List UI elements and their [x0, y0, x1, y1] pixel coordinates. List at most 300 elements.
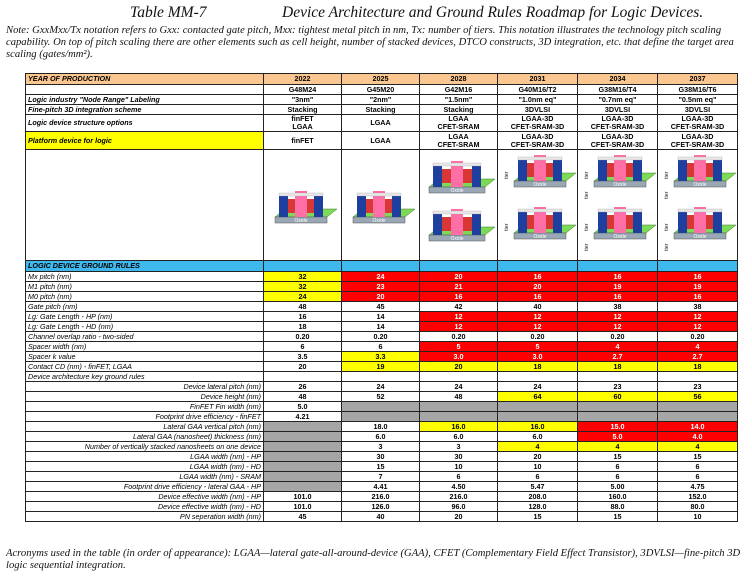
year-cell: 2031 — [498, 74, 578, 85]
rule-value: 15.0 — [578, 422, 658, 432]
rule-value: 14 — [342, 322, 420, 332]
row-label: Fine-pitch 3D integration scheme — [26, 105, 264, 115]
rule-value: 128.0 — [498, 502, 578, 512]
ground-rule-row — [26, 482, 738, 492]
info-cell: "1.0nm eq" — [498, 95, 578, 105]
ground-rule-row — [26, 312, 738, 322]
rule-value: 40 — [342, 512, 420, 522]
rule-value: 4.50 — [420, 482, 498, 492]
section-cell — [420, 261, 498, 272]
info-cell: "0.5nm eq" — [658, 95, 738, 105]
year-cell: 2037 — [658, 74, 738, 85]
info-cell: LGAA-3D CFET-SRAM-3D — [498, 115, 578, 132]
device-structure-icon — [421, 151, 497, 259]
rule-value: 0.20 — [342, 332, 420, 342]
rule-value: 88.0 — [578, 502, 658, 512]
image-row-label — [26, 150, 264, 261]
rule-label: Lg: Gate Length - HP (nm) — [26, 312, 264, 322]
tier-label: tier — [663, 191, 670, 199]
rule-value — [264, 432, 342, 442]
info-cell: G38M16/T6 — [658, 85, 738, 95]
info-cell: G45M20 — [342, 85, 420, 95]
rule-value — [498, 372, 578, 382]
row-label — [26, 85, 264, 95]
tier-label: tier — [663, 223, 670, 231]
rule-value: 7 — [342, 472, 420, 482]
rule-value: 23 — [658, 382, 738, 392]
device-structure-icon — [265, 151, 341, 259]
rule-value: 12 — [578, 322, 658, 332]
section-cell — [658, 261, 738, 272]
rule-value: 20 — [342, 292, 420, 302]
ground-rule-row — [26, 422, 738, 432]
rule-value: 60 — [578, 392, 658, 402]
rule-value: 19 — [658, 282, 738, 292]
rule-value: 3.0 — [498, 352, 578, 362]
rule-value: 4 — [658, 342, 738, 352]
tier-label: tier — [663, 243, 670, 251]
rule-value: 6 — [578, 462, 658, 472]
oxide-label: Oxide — [449, 236, 464, 242]
info-row — [26, 105, 738, 115]
rule-value — [264, 462, 342, 472]
rule-value: 3.5 — [264, 352, 342, 362]
table-title: Device Architecture and Ground Rules Roadmap for Logic Devices. — [282, 4, 704, 21]
rule-value: 12 — [578, 312, 658, 322]
rule-value: 64 — [498, 392, 578, 402]
rule-value: 12 — [658, 312, 738, 322]
rule-value: 15 — [498, 512, 578, 522]
rule-value: 48 — [264, 392, 342, 402]
info-cell: LGAA-3D CFET-SRAM-3D — [498, 132, 578, 150]
info-cell: G40M16/T2 — [498, 85, 578, 95]
rule-value: 16 — [578, 272, 658, 282]
ground-rule-row — [26, 412, 738, 422]
rule-value — [578, 412, 658, 422]
rule-value: 45 — [342, 302, 420, 312]
rule-value: 5.47 — [498, 482, 578, 492]
rule-label: Footprint drive efficiency - lateral GAA - HP — [26, 482, 264, 492]
rule-value: 15 — [342, 462, 420, 472]
rule-value — [420, 402, 498, 412]
rule-value: 15 — [658, 452, 738, 462]
rule-value: 216.0 — [420, 492, 498, 502]
info-cell: LGAA — [342, 132, 420, 150]
section-cell — [578, 261, 658, 272]
rule-label: LGAA width (nm) - HD — [26, 462, 264, 472]
oxide-label: Oxide — [449, 188, 464, 194]
device-structure-icon — [500, 151, 576, 259]
ground-rule-row — [26, 372, 738, 382]
rule-value: 23 — [342, 282, 420, 292]
tier-label: tier — [583, 243, 590, 251]
rule-value: 4.41 — [342, 482, 420, 492]
rule-value: 5 — [420, 342, 498, 352]
year-cell: 2022 — [264, 74, 342, 85]
rule-label: Spacer width (nm) — [26, 342, 264, 352]
device-image-cell — [264, 150, 342, 261]
rule-value: 4 — [578, 442, 658, 452]
rule-value: 2.7 — [658, 352, 738, 362]
rule-value: 23 — [578, 382, 658, 392]
row-label: Logic device structure options — [26, 115, 264, 132]
rule-label: LGAA width (nm) - SRAM — [26, 472, 264, 482]
rule-value: 10 — [498, 462, 578, 472]
rule-value: 80.0 — [658, 502, 738, 512]
rule-value: 14.0 — [658, 422, 738, 432]
year-label: YEAR OF PRODUCTION — [26, 74, 264, 85]
rule-value: 5.0 — [264, 402, 342, 412]
ground-rule-row — [26, 462, 738, 472]
rule-label: M1 pitch (nm) — [26, 282, 264, 292]
rule-value: 4.21 — [264, 412, 342, 422]
rule-value: 40 — [498, 302, 578, 312]
oxide-label: Oxide — [612, 182, 627, 188]
transistor-icon — [594, 155, 656, 188]
ground-rule-row — [26, 452, 738, 462]
rule-value: 16 — [658, 272, 738, 282]
rule-label: Number of vertically stacked nanosheets on one device — [26, 442, 264, 452]
roadmap-table — [25, 73, 738, 522]
rule-value: 6 — [498, 472, 578, 482]
rule-label: Lg: Gate Length - HD (nm) — [26, 322, 264, 332]
rule-value — [498, 412, 578, 422]
rule-label: Channel overlap ratio - two-sided — [26, 332, 264, 342]
rule-value: 20 — [420, 512, 498, 522]
rule-value: 216.0 — [342, 492, 420, 502]
oxide-label: Oxide — [692, 234, 707, 240]
rule-value: 24 — [498, 382, 578, 392]
tier-label: tier — [663, 171, 670, 179]
rule-value: 16 — [578, 292, 658, 302]
ground-rule-row — [26, 382, 738, 392]
rule-label: Lateral GAA (nanosheet) thickness (nm) — [26, 432, 264, 442]
info-cell: LGAA CFET-SRAM — [420, 115, 498, 132]
rule-value: 16.0 — [498, 422, 578, 432]
rule-value: 15 — [578, 452, 658, 462]
rule-value: 38 — [578, 302, 658, 312]
rule-value: 0.20 — [420, 332, 498, 342]
page-header — [0, 0, 752, 72]
rule-value: 14 — [342, 312, 420, 322]
info-cell: LGAA-3D CFET-SRAM-3D — [658, 115, 738, 132]
transistor-icon — [674, 155, 736, 188]
info-cell: LGAA — [342, 115, 420, 132]
info-cell: G38M16/T4 — [578, 85, 658, 95]
rule-label: Device architecture key ground rules — [26, 372, 264, 382]
year-row — [26, 74, 738, 85]
rule-value: 30 — [420, 452, 498, 462]
rule-value: 3.3 — [342, 352, 420, 362]
rule-label: Contact CD (nm) - finFET, LGAA — [26, 362, 264, 372]
acronyms-footer: Acronyms used in the table (in order of appearance): LGAA—lateral gate-all-around-device (GAA), CFET (Complementary Field Effect Transistor), 3DVLSI—fine-pitch 3D logic sequential integration. — [6, 548, 741, 571]
transistor-icon — [594, 207, 656, 240]
info-cell: G48M24 — [264, 85, 342, 95]
rule-value: 126.0 — [342, 502, 420, 512]
rule-value — [264, 372, 342, 382]
row-label: Platform device for logic — [26, 132, 264, 150]
rule-label: LGAA width (nm) - HP — [26, 452, 264, 462]
info-cell: "1.5nm" — [420, 95, 498, 105]
rule-value: 5.00 — [578, 482, 658, 492]
ground-rule-row — [26, 492, 738, 502]
rule-value: 20 — [420, 362, 498, 372]
rule-label: FinFET Fin width (nm) — [26, 402, 264, 412]
info-cell: LGAA-3D CFET-SRAM-3D — [578, 115, 658, 132]
transistor-icon — [674, 207, 736, 240]
rule-value: 42 — [420, 302, 498, 312]
rule-value: 4.0 — [658, 432, 738, 442]
tier-label: tier — [583, 223, 590, 231]
info-cell: LGAA CFET-SRAM — [420, 132, 498, 150]
rule-value: 5 — [498, 342, 578, 352]
rule-value: 12 — [498, 322, 578, 332]
rule-value — [420, 372, 498, 382]
rule-value: 16.0 — [420, 422, 498, 432]
rule-value: 6 — [420, 472, 498, 482]
rule-value: 52 — [342, 392, 420, 402]
transistor-icon — [275, 191, 337, 224]
ground-rule-row — [26, 392, 738, 402]
rule-value — [264, 422, 342, 432]
rule-label: Device effective width (nm) - HP — [26, 492, 264, 502]
rule-value: 3 — [342, 442, 420, 452]
table-id: Table MM-7 — [130, 4, 207, 21]
rule-value: 3 — [420, 442, 498, 452]
ground-rule-row — [26, 402, 738, 412]
info-cell: finFET — [264, 132, 342, 150]
transistor-icon — [429, 161, 495, 194]
info-cell: "2nm" — [342, 95, 420, 105]
rule-value — [658, 412, 738, 422]
info-cell: 3DVLSI — [498, 105, 578, 115]
year-cell: 2028 — [420, 74, 498, 85]
rule-value: 12 — [498, 312, 578, 322]
section-cell — [264, 261, 342, 272]
rule-value: 16 — [420, 292, 498, 302]
rule-value: 18 — [658, 362, 738, 372]
rule-value: 48 — [420, 392, 498, 402]
ground-rule-row — [26, 322, 738, 332]
rule-value: 6 — [578, 472, 658, 482]
rule-value — [578, 372, 658, 382]
rule-value: 208.0 — [498, 492, 578, 502]
ground-rule-row — [26, 342, 738, 352]
rule-value: 6.0 — [420, 432, 498, 442]
rule-value — [658, 372, 738, 382]
rule-label: Mx pitch (nm) — [26, 272, 264, 282]
rule-value: 10 — [420, 462, 498, 472]
oxide-label: Oxide — [532, 234, 547, 240]
info-cell: Stacking — [342, 105, 420, 115]
info-cell: Stacking — [420, 105, 498, 115]
rule-value: 6 — [264, 342, 342, 352]
info-cell: "0.7nm eq" — [578, 95, 658, 105]
device-structure-icon — [660, 151, 736, 259]
rule-value: 4 — [498, 442, 578, 452]
ground-rule-row — [26, 502, 738, 512]
info-cell: finFET LGAA — [264, 115, 342, 132]
info-row — [26, 85, 738, 95]
rule-value: 20 — [498, 452, 578, 462]
rule-value — [578, 402, 658, 412]
transistor-icon — [353, 191, 415, 224]
rule-value: 56 — [658, 392, 738, 402]
ground-rule-row — [26, 442, 738, 452]
device-image-row — [26, 150, 738, 261]
rule-value: 21 — [420, 282, 498, 292]
row-label: Logic industry "Node Range" Labeling — [26, 95, 264, 105]
rule-value: 48 — [264, 302, 342, 312]
info-cell: 3DVLSI — [658, 105, 738, 115]
rule-label: PN seperation width (nm) — [26, 512, 264, 522]
rule-value: 16 — [498, 272, 578, 282]
ground-rule-row — [26, 362, 738, 372]
year-cell: 2034 — [578, 74, 658, 85]
rule-value: 160.0 — [578, 492, 658, 502]
rule-value — [658, 402, 738, 412]
section-cell — [342, 261, 420, 272]
rule-value: 20 — [420, 272, 498, 282]
rule-value: 38 — [658, 302, 738, 312]
ground-rule-row — [26, 332, 738, 342]
transistor-icon — [429, 209, 495, 242]
rule-value: 152.0 — [658, 492, 738, 502]
rule-value: 15 — [578, 512, 658, 522]
rule-value: 16 — [658, 292, 738, 302]
device-image-cell — [342, 150, 420, 261]
info-cell: 3DVLSI — [578, 105, 658, 115]
rule-value: 19 — [342, 362, 420, 372]
rule-value: 24 — [420, 382, 498, 392]
rule-label: Device height (nm) — [26, 392, 264, 402]
ground-rule-row — [26, 272, 738, 282]
rule-value — [498, 402, 578, 412]
rule-value — [342, 372, 420, 382]
rule-value: 0.20 — [578, 332, 658, 342]
rule-value: 12 — [658, 322, 738, 332]
ground-rule-row — [26, 432, 738, 442]
rule-value: 101.0 — [264, 492, 342, 502]
rule-label: Spacer k value — [26, 352, 264, 362]
rule-value: 18.0 — [342, 422, 420, 432]
rule-value: 32 — [264, 272, 342, 282]
rule-value: 24 — [342, 382, 420, 392]
oxide-label: Oxide — [293, 218, 308, 224]
rule-value: 30 — [342, 452, 420, 462]
rule-label: Gate pitch (nm) — [26, 302, 264, 312]
ground-rule-row — [26, 352, 738, 362]
ground-rule-row — [26, 512, 738, 522]
rule-value: 6.0 — [498, 432, 578, 442]
note-text: Note: GxxMxx/Tx notation refers to Gxx: contacted gate pitch, Mxx: tightest metal pitch in nm, Tx: number of tiers. This notation illustrates the technology pitch scaling capability. On top of pitch scaling there are other elements such as cell height, number of stacked devices, DTCO constructs, 3D integration, etc. that define the target area scaling (gates/mm²). — [6, 25, 734, 60]
device-image-cell — [420, 150, 498, 261]
rule-value: 0.20 — [498, 332, 578, 342]
rule-value: 6 — [658, 472, 738, 482]
rule-value: 0.20 — [658, 332, 738, 342]
device-image-cell — [658, 150, 738, 261]
device-structure-icon — [580, 151, 656, 259]
rule-value: 2.7 — [578, 352, 658, 362]
rule-label: Device effective width (nm) - HD — [26, 502, 264, 512]
rule-value — [342, 402, 420, 412]
section-cell — [498, 261, 578, 272]
section-row — [26, 261, 738, 272]
rule-value: 12 — [420, 322, 498, 332]
info-row — [26, 95, 738, 105]
info-cell: Stacking — [264, 105, 342, 115]
transistor-icon — [514, 155, 576, 188]
oxide-label: Oxide — [692, 182, 707, 188]
oxide-label: Oxide — [532, 182, 547, 188]
device-image-cell — [578, 150, 658, 261]
device-structure-icon — [343, 151, 419, 259]
device-image-cell — [498, 150, 578, 261]
rule-value — [264, 452, 342, 462]
rule-value: 20 — [264, 362, 342, 372]
year-cell: 2025 — [342, 74, 420, 85]
info-cell: G42M16 — [420, 85, 498, 95]
rule-value: 18 — [498, 362, 578, 372]
tier-label: tier — [503, 171, 510, 179]
rule-value: 6.0 — [342, 432, 420, 442]
rule-value: 16 — [498, 292, 578, 302]
info-cell: LGAA-3D CFET-SRAM-3D — [658, 132, 738, 150]
ground-rule-row — [26, 302, 738, 312]
rule-value: 19 — [578, 282, 658, 292]
ground-rule-row — [26, 282, 738, 292]
rule-value: 4.75 — [658, 482, 738, 492]
tier-label: tier — [503, 223, 510, 231]
rule-value: 6 — [658, 462, 738, 472]
rule-value: 20 — [498, 282, 578, 292]
rule-value: 4 — [658, 442, 738, 452]
rule-label: Footprint drive efficiency - finFET — [26, 412, 264, 422]
title-line — [0, 4, 752, 26]
oxide-label: Oxide — [371, 218, 386, 224]
rule-value: 5.0 — [578, 432, 658, 442]
info-row — [26, 115, 738, 132]
rule-label: M0 pitch (nm) — [26, 292, 264, 302]
rule-value — [264, 472, 342, 482]
rule-value: 4 — [578, 342, 658, 352]
rule-value: 12 — [420, 312, 498, 322]
rule-value — [420, 412, 498, 422]
tier-label: tier — [583, 171, 590, 179]
ground-rule-row — [26, 292, 738, 302]
rule-label: Device lateral pitch (nm) — [26, 382, 264, 392]
info-row — [26, 132, 738, 150]
rule-value: 10 — [658, 512, 738, 522]
rule-value: 26 — [264, 382, 342, 392]
rule-value: 24 — [342, 272, 420, 282]
rule-value: 6 — [342, 342, 420, 352]
rule-value: 0.20 — [264, 332, 342, 342]
oxide-label: Oxide — [612, 234, 627, 240]
tier-label: tier — [583, 191, 590, 199]
rule-value: 16 — [264, 312, 342, 322]
rule-value: 45 — [264, 512, 342, 522]
info-cell: "3nm" — [264, 95, 342, 105]
ground-rule-row — [26, 472, 738, 482]
rule-value — [342, 412, 420, 422]
info-cell: LGAA-3D CFET-SRAM-3D — [578, 132, 658, 150]
rule-label: Lateral GAA vertical pitch (nm) — [26, 422, 264, 432]
rule-value — [264, 482, 342, 492]
transistor-icon — [514, 207, 576, 240]
rule-value: 3.0 — [420, 352, 498, 362]
section-label: LOGIC DEVICE GROUND RULES — [26, 261, 264, 272]
